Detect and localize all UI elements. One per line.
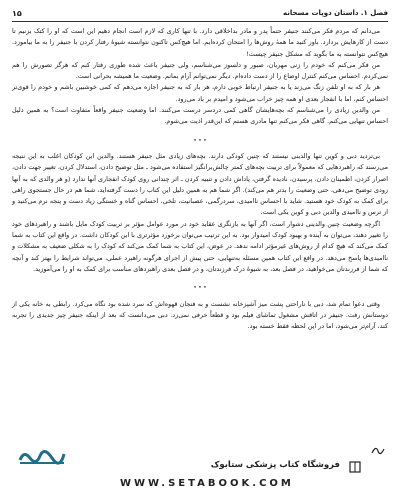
- store-name: فروشگاه کتاب پزشکی ستابوک: [210, 460, 340, 470]
- body-text: [12, 26, 388, 332]
- paragraph: من والدین زیادی را می‌شناسم که بچه‌هایشان گاهی کمی دردسر درست می‌کنند. اما وضعیت جنیفر واقعاً متفاوت است؟ به همین دلیل احساس تنهایی می‌کنم. گاهی فکر می‌کنم تنها مادری هستم که این‌قدر اذیت می‌شوم.: [12, 106, 388, 126]
- section-separator: ۰۰۰: [192, 282, 208, 292]
- chapter-title: فصل ۱. داستان دوپات مسحانه: [283, 9, 388, 17]
- paragraph: اگرچه وضعیت چنین والدینی دشوار است، اگر آنها به بازنگری عقاید خود در مورد عوامل مؤثر بر تربیت کودک مایل باشند و راهبردهای خود را تغییر دهند، می‌توان به آینده و بهبود کودک امیدوار بود. به این ترتیب می‌توان برخورد مؤثرتری با این کودکان داشت. در واقع این کتاب به شما کمک می‌کند که هیچ کدام از روش‌های غیرمؤثر ادامه ندهد. در عوض، این کتاب به شما کمک می‌کند که کودک را به شکلی ضعیف به مشکلات و ناامیدی‌ها پاسخ می‌دهد. در واقع این کتاب همین مسئله به‌تنهایی، حتی پیش از اجرای هرگونه راهبرد عملی، می‌تواند شرایط را بهتر کند و آنچه که شما از فرزندتان می‌خواهید، در فصل بعد، به شیوهٔ درک فرزندتان، و در فصل بعدی راهبردهای مناسب برای کمک به او را می‌آموزید.: [12, 219, 388, 273]
- paragraph: می‌دانم که مردم فکر می‌کنند جنیفر حتماً پدر و مادر بداخلاقی دارد. با تنها کاری که لازم است انجام دهیم این است که او را کتک بزنیم تا دست از کارهایش بردارد. باور کنید ما همهٔ روش‌ها را امتحان کرده‌ایم. اما هیچ‌کس تاکنون نتوانسته شیوهٔ رفتار کردن با جنیفر را به ما بیاموزد. هیچ‌کس نتوانسته به ما بگوید که مشکل جنیفر چیست!: [12, 27, 388, 58]
- logo-graphic: [14, 444, 70, 468]
- paragraph: بی‌تردید دبی و کوین تنها والدینی نیستند که چنین کودکی دارند. بچه‌های زیادی مثل جنیفر هستند. والدین این کودکان اغلب به این نتیجه می‌رسند که راهبردهایی که معمولاً برای تربیت بچه‌های کمتر چالش‌برانگیز استفاده می‌شود ـ مثل توضیح دادن، استدلال کردن، تغییر جهت دادن، اصرار کردن، اطمینان دادن، پرسیدن، نادیده گرفتن، پاداش دادن و تنبیه کردن ـ اثر چندانی روی کودک انفجاری آنها ندارد (و هر والدی که به آنها زودی توضیح می‌دهی، حتی وضعیت را بدتر هم می‌کند). اگر شما هم به همین دلیل این کتاب را دست گرفته‌اید، شما هم در حال جستجوی راهی برای کمک به کودک خود هستید. شاید با احساس ناامیدی، سردرگمی، عصبانیت، تلخی، احساس گناه و خستگی زیاد دست و پنجه نرم می‌کنید و از ترس و ناامیدی والدین دبی و کوین یکی است.: [12, 151, 388, 217]
- book-icon: [348, 459, 362, 473]
- header-divider: [12, 21, 388, 22]
- setabook-logo: [14, 444, 70, 468]
- pen-mark-icon: [370, 442, 386, 456]
- paragraph: هر بار که به او تلفن زنگ می‌زند یا به جنیفر ارتباط خوبی دارم، هر بار که به جنیفر اجازه می‌دهم که کمی خوشبین باشم و خودم را قوی‌تر احساس کنم، اما با انفجار بعدی او همه چیز خراب می‌شود و امیدم بر باد می‌رود.: [12, 83, 388, 103]
- paragraph: وقتی دعوا تمام شد، دبی با ناراحتی پشت میز آشپزخانه نشست و به فنجان قهوه‌اش که سرد شده بود نگاه می‌کرد. رابطی به خانه یکی از دوستانش رفت. جنیفر در اتاقش مشغول تماشای فیلم بود و قطعاً حرفی نمی‌زد. دبی می‌دانست که بعد از اینکه جنیفر چیز جدیدی را تجربه کند، آرام‌تر می‌شود، اما در این لحظه فقط خسته بود.: [12, 299, 388, 331]
- page-header: [12, 6, 388, 20]
- section-separator: ۰۰۰: [192, 134, 208, 144]
- paragraph: من فکر می‌کنم که خودم را زنی مهربان، صبور و دلسوز می‌شناسم، ولی جنیفر باعث شده طوری رفتار کنم که هرگز تصورش را هم نمی‌کردم. احساس می‌کنم کنترل اوضاع را از دست داده‌ام. دیگر نمی‌توانم آرام بمانم. وضعیت ما همیشه بحرانی است.: [12, 60, 388, 81]
- store-url[interactable]: WWW.SETABOOK.COM: [120, 478, 294, 489]
- page-number: ۱۵: [12, 8, 22, 18]
